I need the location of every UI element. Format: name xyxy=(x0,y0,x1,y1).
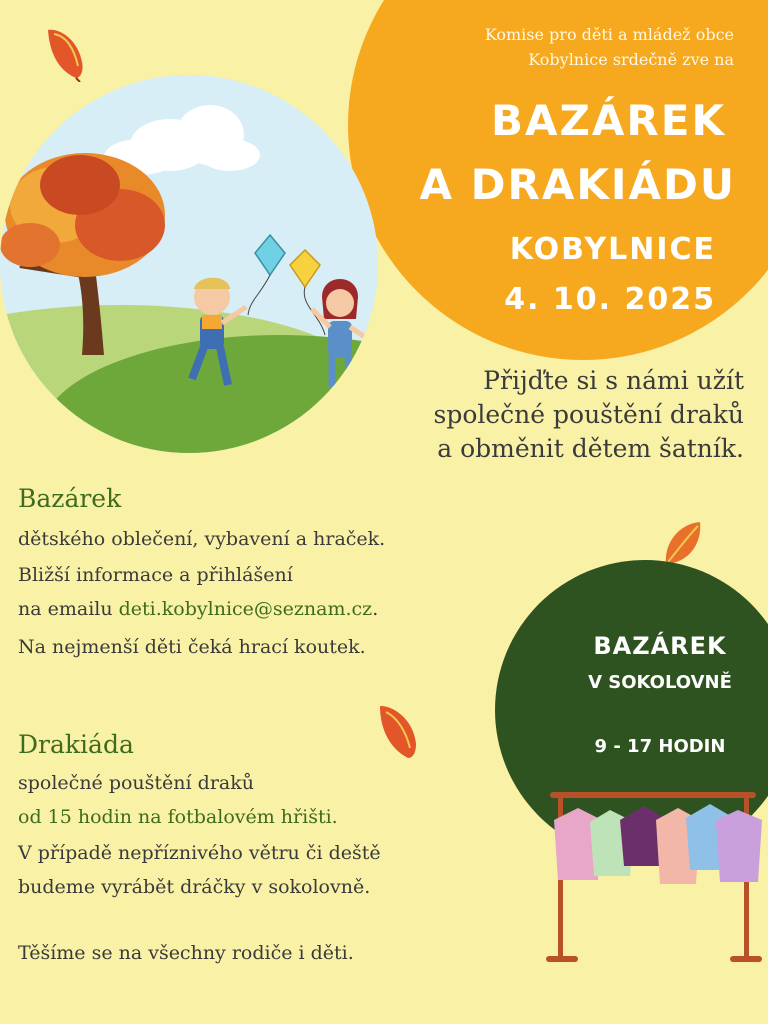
closing-text: Těšíme se na všechny rodiče i děti. xyxy=(18,942,354,964)
bazarek-line-2: Bližší informace a přihlášení xyxy=(18,564,293,586)
badge-subtitle: V SOKOLOVNĚ xyxy=(588,672,732,693)
badge-hours: 9 - 17 HODIN xyxy=(594,736,726,757)
tagline-line-1: Přijďte si s námi užít xyxy=(483,366,744,395)
clothes-rack-illustration xyxy=(540,780,768,970)
event-date: 4. 10. 2025 xyxy=(504,282,716,317)
invite-line-2: Kobylnice srdečně zve na xyxy=(528,50,734,69)
invite-text xyxy=(485,22,734,72)
bazarek-heading: Bazárek xyxy=(18,484,122,513)
event-place: KOBYLNICE xyxy=(509,232,716,267)
tagline xyxy=(324,364,744,466)
drakiada-line-3: V případě nepříznivého větru či deště xyxy=(18,842,381,864)
drakiada-heading: Drakiáda xyxy=(18,730,134,759)
email-prefix: na emailu xyxy=(18,598,119,620)
drakiada-line-2: od 15 hodin na fotbalovém hřišti. xyxy=(18,806,338,828)
drakiada-line-1: společné pouštění draků xyxy=(18,772,254,794)
email-link[interactable]: deti.kobylnice@seznam.cz xyxy=(118,598,373,620)
title-line-1: BAZÁREK xyxy=(490,96,726,145)
bazarek-line-1: dětského oblečení, vybavení a hraček. xyxy=(18,528,386,550)
tagline-line-2: společné pouštění draků xyxy=(433,400,744,429)
bazarek-line-4: Na nejmenší děti čeká hrací koutek. xyxy=(18,636,366,658)
bazarek-line-3 xyxy=(18,598,378,620)
drakiada-line-4: budeme vyrábět dráčky v sokolovně. xyxy=(18,876,371,898)
scene-illustration xyxy=(0,75,378,453)
title-line-2: A DRAKIÁDU xyxy=(419,160,736,209)
autumn-leaf-icon xyxy=(372,700,422,760)
tagline-line-3: a obměnit dětem šatník. xyxy=(437,434,744,463)
email-suffix: . xyxy=(372,598,379,620)
badge-title: BAZÁREK xyxy=(593,632,727,660)
autumn-leaf-icon xyxy=(40,22,90,82)
invite-line-1: Komise pro děti a mládež obce xyxy=(484,25,734,44)
